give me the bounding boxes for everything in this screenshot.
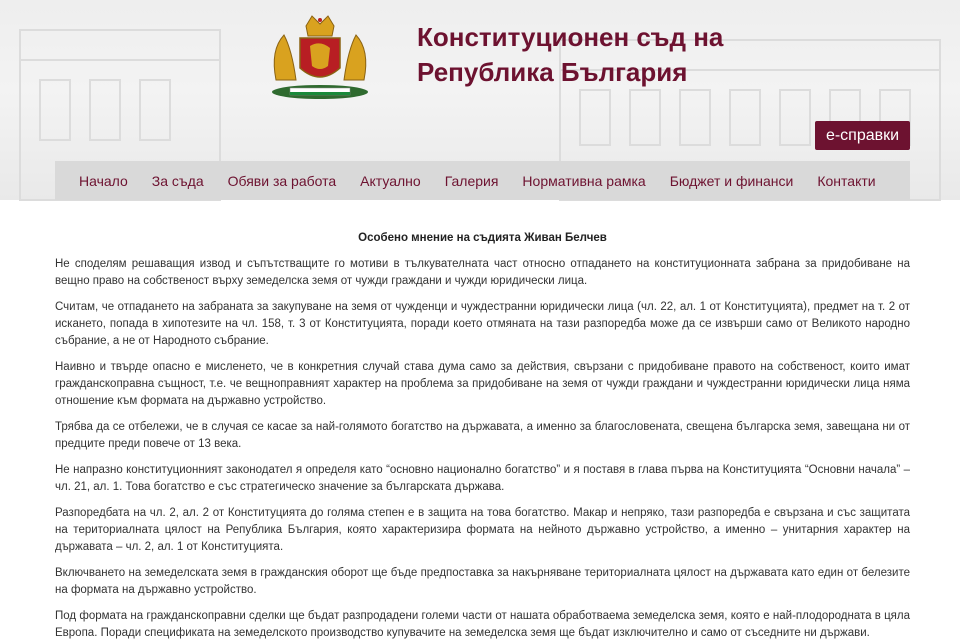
nav-item-legal-framework[interactable]: Нормативна рамка bbox=[522, 172, 646, 189]
nav-item-budget-finance[interactable]: Бюджет и финанси bbox=[669, 172, 794, 189]
article-paragraph: Разпоредбата на чл. 2, ал. 2 от Конституцията до голяма степен е в защита на това богатство. Макар и непряко, тази разпоредба е свързана и със защитата на териториалната цялост на Република България, която характеризира формата на нейното държавно устройство, а именно – унитарния характер на държавата – чл. 2, ал. 1 от Конституцията. bbox=[55, 507, 910, 553]
nav-item-job-openings[interactable]: Обяви за работа bbox=[227, 172, 337, 189]
site-header bbox=[0, 0, 960, 200]
article-paragraph: Трябва да се отбележи, че в случая се касае за най-голямото богатство на държавата, а именно за благословената, свещена българска земя, завещана ни от предците преди повече от 13 века. bbox=[55, 421, 910, 450]
site-title-line-1: Конституционен съд на bbox=[417, 22, 724, 52]
nav-item-contacts[interactable]: Контакти bbox=[817, 172, 876, 189]
site-title bbox=[417, 20, 723, 90]
article-content bbox=[55, 200, 910, 639]
nav-item-about-court[interactable]: За съда bbox=[151, 172, 204, 189]
coat-of-arms-logo bbox=[266, 10, 374, 102]
article-paragraph: Включването на земеделската земя в гражданския оборот ще бъде предпоставка за накърняване териториалната цялост на държавата като един от белезите на формата на държавно устройство. bbox=[55, 567, 910, 596]
article-paragraph: Считам, че отпадането на забраната за закупуване на земя от чужденци и чуждестранни юридически лица (чл. 22, ал. 1 от Конституцията), предмет на т. 2 от искането, попада в хипотезите на чл. 158, т. 3 от Конституцията, поради което отмяната на тази разпоредба може да се извърши само от Великото народно събрание, а не от Народното събрание. bbox=[55, 301, 910, 347]
article-paragraph: Не напразно конституционният законодател я определя като “основно национално богатство” и я поставя в глава първа на Конституцията “Основни начала” – чл. 21, ал. 1. Това богатство е със стратегическо значение за българската държава. bbox=[55, 464, 910, 493]
site-title-line-2: Република България bbox=[417, 57, 688, 87]
nav-item-news[interactable]: Актуално bbox=[360, 172, 421, 189]
article-paragraph: Наивно и твърде опасно е мисленето, че в конкретния случай става дума само за действия, свързани с придобиване правото на собственост, които имат гражданскоправна същност, т.е. че вещноправният характер на проблема за придобиване на земя от чужди граждани и чуждестранни юридически лица няма отношение към формата на държавно устройство. bbox=[55, 361, 910, 407]
nav-item-home[interactable]: Начало bbox=[79, 172, 128, 189]
article-paragraph: Под формата на гражданскоправни сделки ще бъдат разпродадени големи части от нашата обработваема земеделска земя, която е най-плодородната в цяла Европа. Поради спецификата на земеделското производство купувачите на земеделска земя ще бъдат изключително и само от съседните ни държави. bbox=[55, 610, 910, 639]
nav-item-gallery[interactable]: Галерия bbox=[444, 172, 499, 189]
main-navigation bbox=[55, 161, 910, 200]
article-title: Особено мнение на съдията Живан Белчев bbox=[358, 232, 607, 244]
e-spravki-button[interactable]: е-справки bbox=[815, 121, 910, 150]
article-paragraph: Не споделям решаващия извод и съпътстващите го мотиви в тълкувателната част относно отпадането на конституционната забрана за придобиване на вещно право на собственост върху земеделска земя от чужди граждани и чужди юридически лица. bbox=[55, 258, 910, 287]
